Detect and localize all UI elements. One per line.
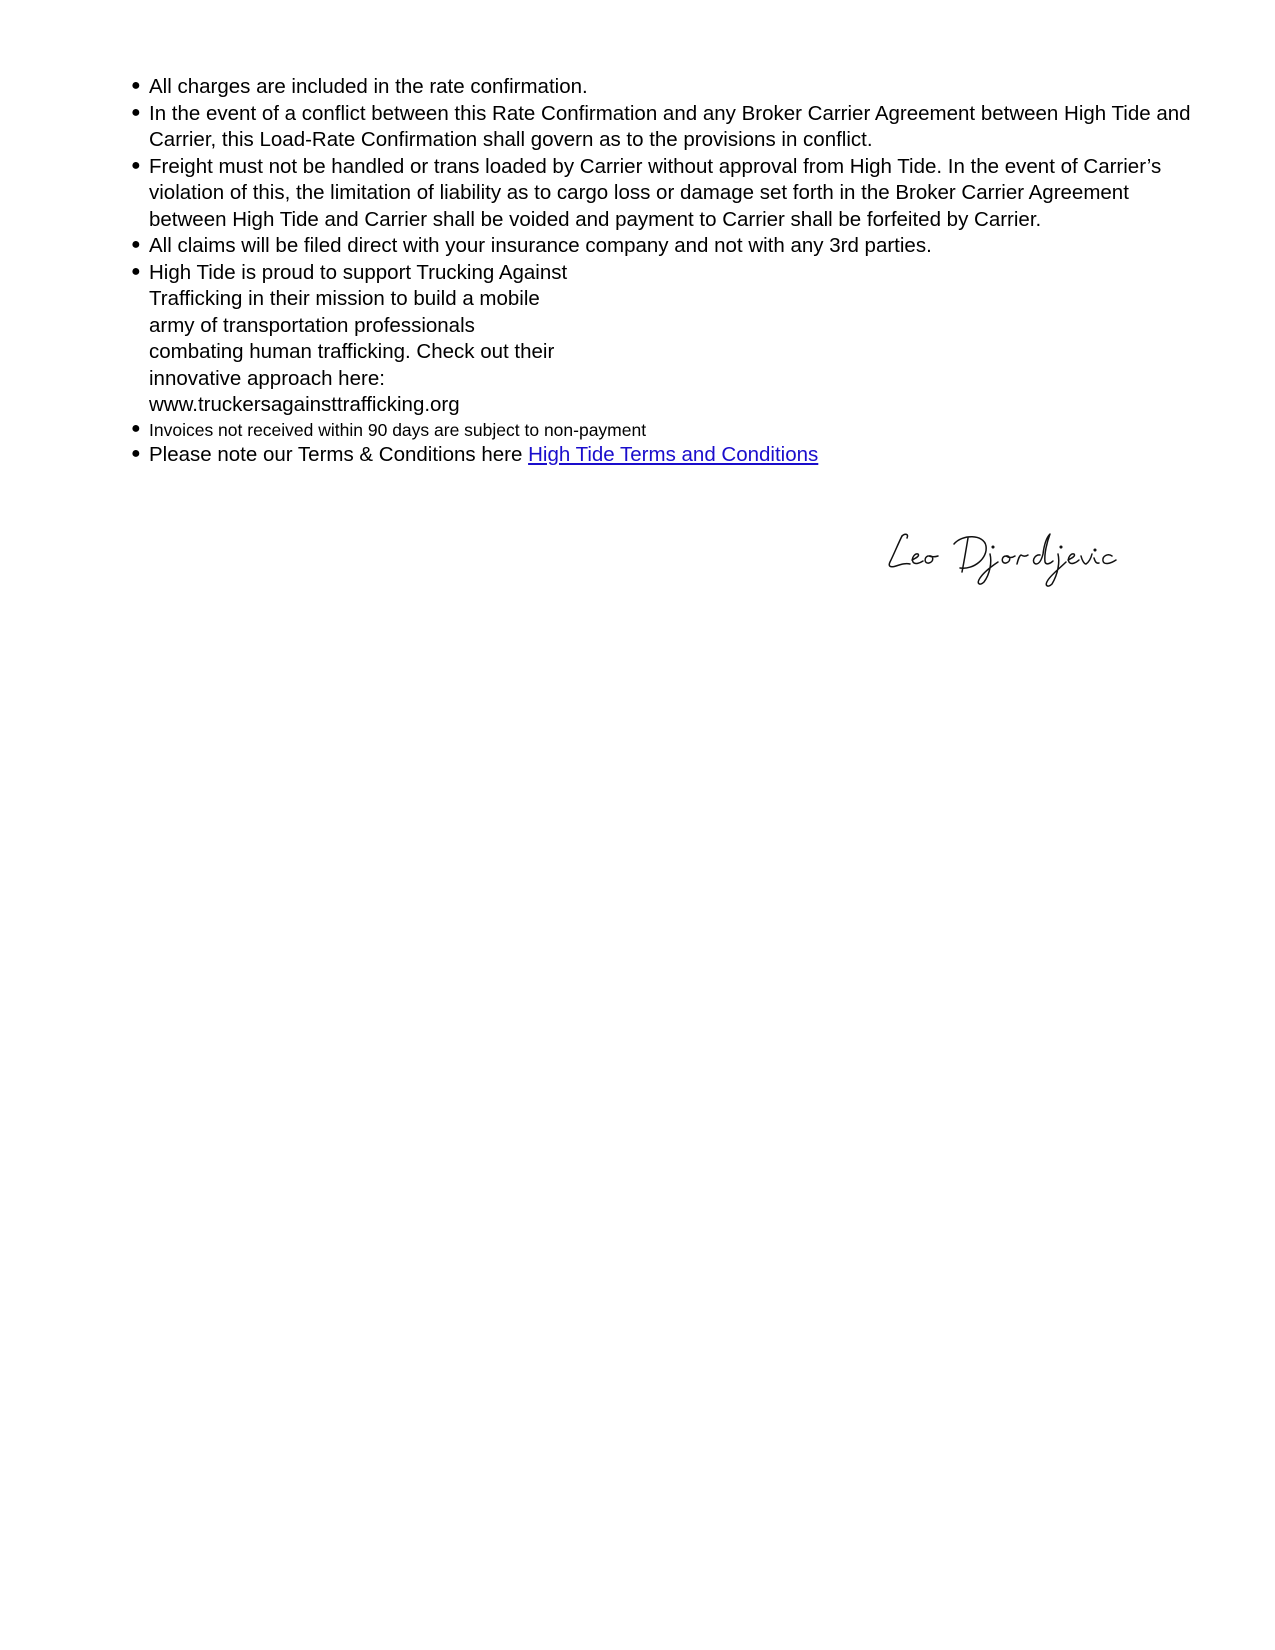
terms-text: Invoices not received within 90 days are subject to non-payment xyxy=(149,419,647,440)
terms-list xyxy=(131,74,1191,468)
terms-text: All charges are included in the rate confirmation. xyxy=(149,75,588,98)
terms-text: All claims will be filed direct with your insurance company and not with any 3rd parties. xyxy=(149,234,932,257)
bullet-icon: ● xyxy=(131,236,141,253)
terms-conditions-link[interactable]: High Tide Terms and Conditions xyxy=(528,442,819,466)
bullet-icon: ● xyxy=(131,419,141,437)
terms-item-freight-handling xyxy=(131,154,1191,234)
terms-item-conflict xyxy=(131,101,1191,154)
terms-item-conditions xyxy=(131,442,1191,469)
terms-item-charges xyxy=(131,74,1191,101)
terms-text: Freight must not be handled or trans loaded by Carrier without approval from High Tide. In the event of Carrier’s violation of this, the limitation of liability as to cargo loss or damage set forth in the Broker Carrier Agreement between High Tide and Carrier shall be voided and payment to Carrier shall be forfeited by Carrier. xyxy=(149,154,1162,231)
bullet-icon: ● xyxy=(131,262,141,280)
bullet-icon: ● xyxy=(131,103,141,121)
terms-text: High Tide is proud to support Trucking Against Trafficking in their mission to build a mobile army of transportation professionals combating human trafficking. Check out their innovative approach here: xyxy=(149,260,568,390)
terms-text: In the event of a conflict between this Rate Confirmation and any Broker Carrier Agreement between High Tide and Carrier, this Load-Rate Confirmation shall govern as to the provisions in conflict. xyxy=(149,101,1191,151)
bullet-icon: ● xyxy=(131,156,141,174)
terms-item-claims xyxy=(131,233,1191,260)
terms-text: Please note our Terms & Conditions here xyxy=(149,442,523,466)
terms-item-trafficking xyxy=(131,260,1191,419)
bullet-icon: ● xyxy=(131,77,141,94)
tat-url: www.truckersagainsttrafficking.org xyxy=(149,393,460,416)
signature xyxy=(880,528,1130,598)
terms-item-invoices xyxy=(131,419,1191,442)
bullet-icon: ● xyxy=(131,444,141,462)
